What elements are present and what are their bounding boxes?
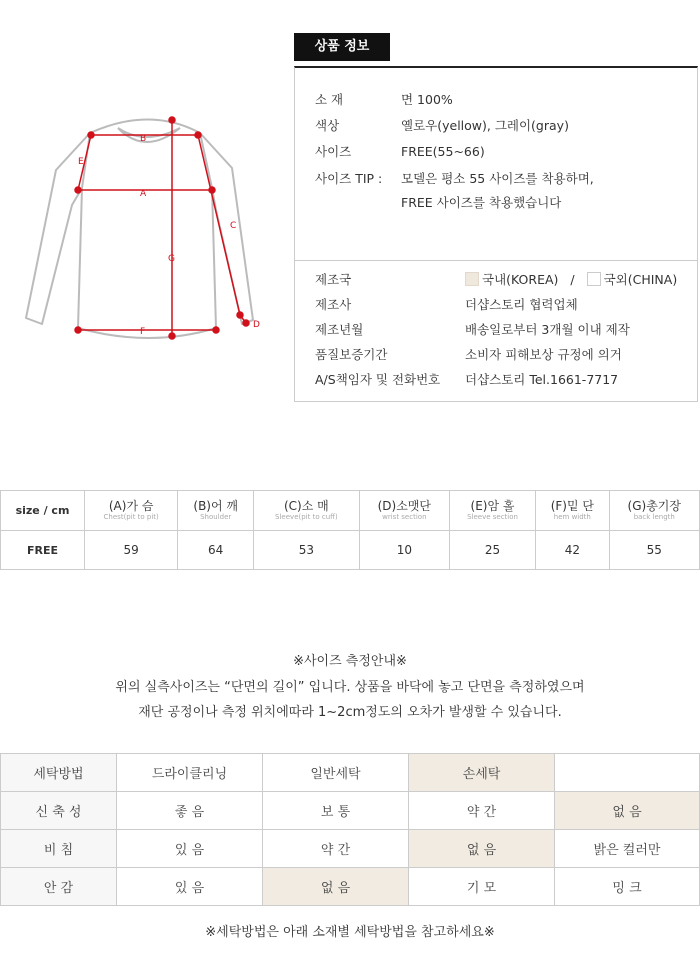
header-hem: (F)밑 단 hem width (536, 491, 609, 531)
as-contact-label: A/S책임자 및 전화번호 (315, 372, 441, 387)
color-label: 색상 (315, 118, 340, 133)
size-row-label: FREE (1, 531, 85, 570)
color-value: 옐로우(yellow), 그레이(gray) (401, 118, 569, 133)
header-length: (G)총기장 back length (609, 491, 699, 531)
care-footer-note: ※세탁방법은 아래 소재별 세탁방법을 참고하세요※ (205, 925, 495, 940)
country-separator: / (570, 272, 575, 287)
korea-checkbox (465, 272, 479, 286)
warranty-label: 품질보증기간 (315, 347, 388, 362)
china-label: 국외(CHINA) (603, 272, 678, 287)
size-row-free (1, 531, 700, 570)
care-cell-3-3: 기 모 (409, 868, 555, 906)
value-shoulder: 64 (178, 531, 254, 570)
care-cell-2-1: 있 음 (117, 830, 263, 868)
size-tip-value: 모델은 평소 55 사이즈를 착용하며, (401, 171, 594, 186)
korea-label: 국내(KOREA) (482, 272, 559, 287)
warranty-value: 소비자 피해보상 규정에 의거 (465, 347, 622, 362)
care-cell-0-4 (555, 754, 700, 792)
header-armhole: (E)암 홀 Sleeve section (449, 491, 535, 531)
size-tip-label: 사이즈 TIP : (315, 171, 383, 186)
care-cell-2-0: 비 침 (1, 830, 117, 868)
care-cell-1-3: 약 간 (409, 792, 555, 830)
measure-guide-title: ※사이즈 측정안내※ (293, 654, 407, 669)
care-cell-2-4: 밝은 컬러만 (555, 830, 700, 868)
value-wrist: 10 (359, 531, 449, 570)
product-info-tab: 상품 정보 (294, 33, 390, 61)
label-f: F (140, 327, 146, 337)
label-b: B (140, 134, 147, 144)
care-table (0, 753, 700, 906)
origin-value (465, 272, 677, 288)
care-cell-3-4: 밍 크 (555, 868, 700, 906)
size-corner: size / cm (1, 491, 85, 531)
measure-guide-line1: 위의 실측사이즈는 “단면의 길이” 입니다. 상품을 바닥에 놓고 단면을 측정하였으며 (115, 680, 585, 695)
material-label: 소 재 (315, 92, 344, 107)
size-header-row (1, 491, 700, 531)
value-sleeve: 53 (254, 531, 360, 570)
label-a: A (140, 189, 147, 199)
garment-outline (78, 120, 216, 339)
product-info-box (294, 66, 698, 402)
header-wrist: (D)소맷단 wrist section (359, 491, 449, 531)
value-armhole: 25 (449, 531, 535, 570)
as-contact-value: 더샵스토리 Tel.1661-7717 (465, 372, 619, 387)
value-hem: 42 (536, 531, 609, 570)
care-cell-1-1: 좋 음 (117, 792, 263, 830)
value-chest: 59 (85, 531, 178, 570)
care-row-stretch (1, 792, 700, 830)
care-cell-1-0: 신 축 성 (1, 792, 117, 830)
size-table (0, 490, 700, 570)
size-label: 사이즈 (315, 144, 352, 159)
manufacture-date-label: 제조년월 (315, 322, 364, 337)
header-sleeve: (C)소 매 Sleeve(pit to cuff) (254, 491, 360, 531)
size-tip-line2: FREE 사이즈를 착용했습니다 (401, 195, 562, 210)
right-sleeve-outline (200, 133, 253, 324)
care-cell-0-2: 일반세탁 (263, 754, 409, 792)
info-divider (295, 260, 697, 261)
origin-label: 제조국 (315, 272, 352, 287)
care-cell-0-0: 세탁방법 (1, 754, 117, 792)
label-e: E (78, 157, 84, 167)
garment-diagram (20, 110, 270, 350)
header-chest: (A)가 슴 Chest(pit to pit) (85, 491, 178, 531)
measure-guide-line2: 재단 공정이나 측정 위치에따라 1~2cm정도의 오차가 발생할 수 있습니다. (138, 705, 562, 720)
china-checkbox (587, 272, 601, 286)
label-c: C (230, 221, 237, 231)
care-cell-3-2: 없 음 (263, 868, 409, 906)
care-cell-0-3: 손세탁 (409, 754, 555, 792)
header-shoulder: (B)어 깨 Shoulder (178, 491, 254, 531)
care-row-wash (1, 754, 700, 792)
care-cell-3-1: 있 음 (117, 868, 263, 906)
care-row-lining (1, 868, 700, 906)
material-value: 면 100% (401, 92, 453, 107)
care-cell-2-2: 약 간 (263, 830, 409, 868)
care-cell-2-3: 없 음 (409, 830, 555, 868)
value-length: 55 (609, 531, 699, 570)
label-d: D (253, 320, 260, 330)
maker-value: 더샵스토리 협력업체 (465, 297, 578, 312)
maker-label: 제조사 (315, 297, 352, 312)
label-g: G (168, 254, 175, 264)
care-row-seethrough (1, 830, 700, 868)
care-cell-0-1: 드라이클리닝 (117, 754, 263, 792)
care-cell-3-0: 안 감 (1, 868, 117, 906)
manufacture-date-value: 배송일로부터 3개월 이내 제작 (465, 322, 630, 337)
care-cell-1-4: 없 음 (555, 792, 700, 830)
care-cell-1-2: 보 통 (263, 792, 409, 830)
size-value: FREE(55~66) (401, 144, 485, 159)
